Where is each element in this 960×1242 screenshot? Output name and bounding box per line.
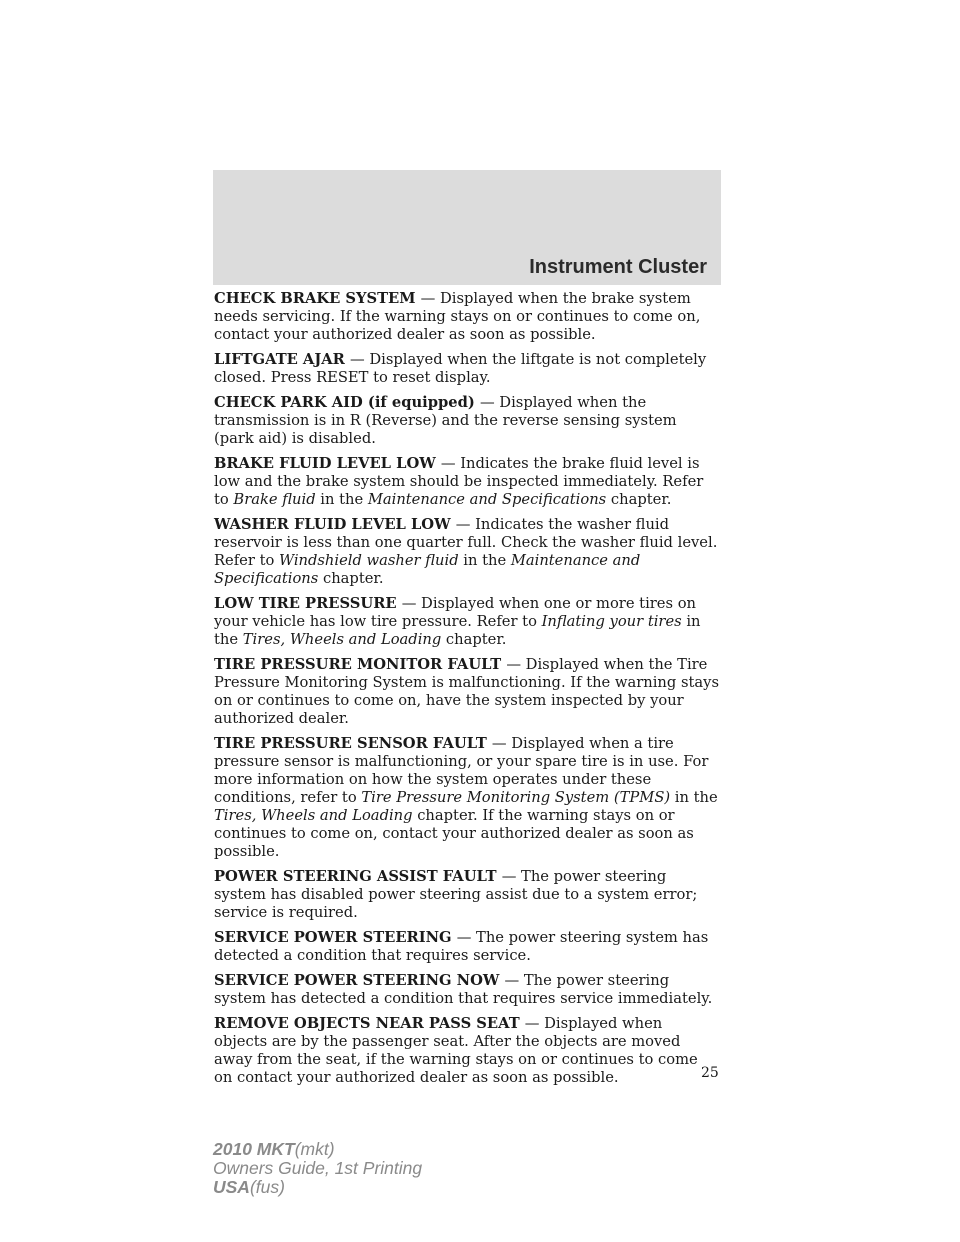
footer-model: 2010 MKT (213, 1139, 295, 1159)
message-term: CHECK BRAKE SYSTEM (214, 290, 421, 307)
message-term: BRAKE FLUID LEVEL LOW (214, 455, 441, 472)
message-entry (214, 394, 720, 448)
message-description: — Displayed when objects are by the passenger seat. After the objects are moved away from the seat, if the warning stays on or continues to come on contact your authorized dealer as soon as possible. (214, 1015, 698, 1086)
message-description: in the (315, 491, 368, 508)
message-description: — The power steering system has disabled power steering assist due to a system error; service is required. (214, 868, 698, 921)
cross-reference: Tires, Wheels and Loading (214, 807, 413, 824)
footer-market-code: (fus) (249, 1177, 285, 1197)
message-description: — The power steering system has detected a condition that requires service immediately. (214, 972, 713, 1007)
message-description: — Displayed when the brake system needs servicing. If the warning stays on or continues to come on, contact your authorized dealer as soon as possible. (214, 290, 701, 343)
chapter-title: Instrument Cluster (529, 256, 707, 278)
message-entry (214, 1015, 720, 1087)
message-description: chapter. (441, 631, 507, 648)
page-number: 25 (701, 1065, 719, 1081)
message-description: — Displayed when a tire pressure sensor is malfunctioning, or your spare tire is in use. For more information on how the system operates under these conditions, refer to (214, 735, 709, 806)
message-term: SERVICE POWER STEERING (214, 929, 457, 946)
message-term: REMOVE OBJECTS NEAR PASS SEAT (214, 1015, 525, 1032)
message-term: TIRE PRESSURE SENSOR FAULT (214, 735, 492, 752)
message-description: chapter. If the warning stays on or continues to come on, contact your authorized dealer as soon as possible. (214, 807, 694, 860)
message-entry (214, 516, 720, 588)
footer-line-edition: Owners Guide, 1st Printing (213, 1158, 423, 1178)
message-entry (214, 972, 720, 1008)
print-footer (213, 1140, 422, 1197)
footer-model-code: (mkt) (294, 1139, 335, 1159)
cross-reference: Inflating your tires (541, 613, 682, 630)
message-term: CHECK PARK AID (if equipped) (214, 394, 480, 411)
message-entry (214, 595, 720, 649)
message-description: — Displayed when the liftgate is not completely closed. Press RESET to reset display. (214, 351, 707, 386)
cross-reference: Maintenance and Specifications (367, 491, 607, 508)
message-description: — Indicates the washer fluid reservoir is less than one quarter full. Check the washer fluid level. Refer to (214, 516, 718, 569)
message-entry (214, 868, 720, 922)
message-term: TIRE PRESSURE MONITOR FAULT (214, 656, 507, 673)
message-entry (214, 351, 720, 387)
cross-reference: Maintenance and Specifications (214, 552, 641, 587)
message-description: in the (670, 789, 718, 806)
message-description: chapter. (318, 570, 384, 587)
message-term: LOW TIRE PRESSURE (214, 595, 402, 612)
message-description: in the (214, 613, 701, 648)
message-description: in the (458, 552, 511, 569)
message-description: chapter. (606, 491, 672, 508)
footer-line-model (213, 1140, 422, 1159)
message-term: LIFTGATE AJAR (214, 351, 350, 368)
chapter-header-band (213, 170, 721, 285)
message-term: SERVICE POWER STEERING NOW (214, 972, 505, 989)
message-entry (214, 735, 720, 861)
message-description: — The power steering system has detected a condition that requires service. (214, 929, 709, 964)
message-description: — Displayed when the transmission is in R (Reverse) and the reverse sensing system (park aid) is disabled. (214, 394, 677, 447)
cross-reference: Brake fluid (233, 491, 316, 508)
message-term: WASHER FLUID LEVEL LOW (214, 516, 456, 533)
footer-market: USA (213, 1177, 250, 1197)
cross-reference: Tires, Wheels and Loading (242, 631, 442, 648)
message-description: — Displayed when the Tire Pressure Monitoring System is malfunctioning. If the warning stays on or continues to come on, have the system inspected by your authorized dealer. (214, 656, 719, 727)
message-description: — Displayed when one or more tires on your vehicle has low tire pressure. Refer to (214, 595, 697, 630)
message-entry (214, 656, 720, 728)
message-entry (214, 455, 720, 509)
message-entry (214, 929, 720, 965)
message-description: — Indicates the brake fluid level is low and the brake system should be inspected immediately. Refer to (214, 455, 704, 508)
footer-line-market (213, 1178, 422, 1197)
message-list (214, 290, 720, 1094)
message-term: POWER STEERING ASSIST FAULT (214, 868, 502, 885)
message-entry (214, 290, 720, 344)
cross-reference: Windshield washer fluid (278, 552, 459, 569)
cross-reference: Tire Pressure Monitoring System (TPMS) (361, 789, 671, 806)
